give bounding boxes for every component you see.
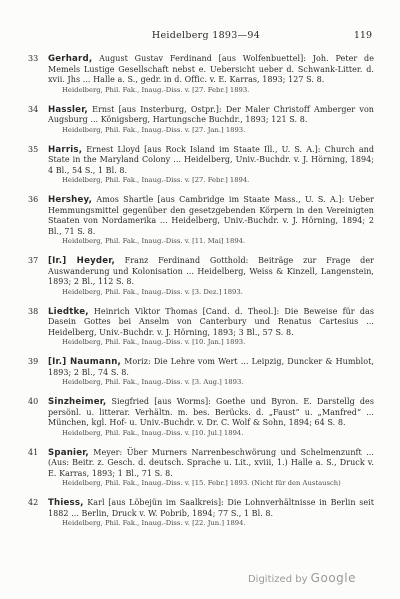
digitized-prefix: Digitized by xyxy=(247,574,308,585)
bibliography-list xyxy=(28,54,374,538)
entry-body: Franz Ferdinand Gotthold: Beiträge zur Frage der Auswanderung und Kolonisation ... Heidelberg, Weiss & Kinzell, Langenstein, 1893; 2 Bl., 112 S. 8. xyxy=(48,256,375,286)
entry-number: 35 xyxy=(28,144,39,154)
entry-note: Heidelberg, Phil. Fak., Inaug.-Diss. v. [10. Jan.] 1893. xyxy=(62,338,246,346)
bibliography-entry xyxy=(28,357,374,387)
entry-note: Heidelberg, Phil. Fak., Inaug.-Diss. v. [11. Mai] 1894. xyxy=(62,237,246,245)
entry-note: Heidelberg, Phil. Fak., Inaug.-Diss. v. [22. Jun.] 1894. xyxy=(62,519,246,527)
digitization-watermark xyxy=(248,571,356,585)
entry-note: Heidelberg, Phil. Fak., Inaug.-Diss. v. [27. Jan.] 1893. xyxy=(62,125,246,134)
bibliography-entry xyxy=(28,195,374,246)
author-name: [Ir.] Naumann, xyxy=(48,357,121,367)
entry-text xyxy=(48,307,374,339)
entry-note: Heidelberg, Phil. Fak., Inaug.-Diss. v. [15. Febr.] 1893. (Nicht für den Austausch) xyxy=(62,479,341,487)
entry-text xyxy=(48,448,374,480)
entry-body: Karl [aus Löbejün im Saalkreis]: Die Lohnverhältnisse in Berlin seit 1882 ... Berlin, Druck v. W. Pobrib, 1894; 77 S., 1 Bl. 8. xyxy=(48,498,375,518)
author-name: Hassler, xyxy=(48,104,88,115)
bibliography-entry xyxy=(28,145,374,186)
entry-body: Ernest Lloyd [aus Rock Island im Staate Ill., U. S. A.]: Church and State in the Maryland Colony ... Heidelberg, Univ.-Buchdr. v. J. Hörning, 1894; 4 Bl., 54 S., 1 Bl. 8. xyxy=(48,144,375,175)
author-name: Sinzheimer, xyxy=(48,397,107,407)
entry-text xyxy=(48,54,374,86)
author-name: Liedtke, xyxy=(48,306,89,317)
google-logo: Google xyxy=(310,571,356,585)
entry-note: Heidelberg, Phil. Fak., Inaug.-Diss. v. [3. Dez.] 1893. xyxy=(62,287,243,296)
entry-number: 40 xyxy=(28,397,39,406)
entry-text xyxy=(48,498,374,519)
author-name: Thiess, xyxy=(48,498,84,508)
entry-text xyxy=(48,357,374,378)
entry-number: 38 xyxy=(28,306,39,316)
entry-note: Heidelberg, Phil. Fak., Inaug.-Diss. v. [27. Febr.] 1894. xyxy=(62,176,250,184)
author-name: Harris, xyxy=(48,144,83,155)
entry-note: Heidelberg, Phil. Fak., Inaug.-Diss. v. [10. Jul.] 1894. xyxy=(62,428,244,437)
entry-text xyxy=(48,145,374,177)
author-name: Spanier, xyxy=(48,447,89,458)
entry-number: 36 xyxy=(28,195,39,204)
entry-text xyxy=(48,195,374,237)
entry-text xyxy=(48,105,374,126)
page-header xyxy=(40,29,372,43)
bibliography-entry xyxy=(28,307,374,348)
running-title: Heidelberg 1893—94 xyxy=(151,30,261,41)
entry-body: Amos Shartle [aus Cambridge im Staate Mass., U. S. A.]: Ueber Hemmungsmittel gegenüber den gesetzgebenden Körpern in den Vereinigten Staaten von Nordamerika ... Heidelberg, Univ.-Buchdr. v. J. Hörning, 1894; 2 Bl., 71 S. 8. xyxy=(48,195,374,236)
bibliography-entry xyxy=(28,105,374,135)
entry-body: Meyer: Über Murners Narrenbeschwörung und Schelmenzunft ... (Aus: Beitr. z. Gesch. d. deutsch. Sprache u. Lit., xviii, 1.) Halle a. S., Druck v. E. Karras, 1893; 1 Bl., 71 S. 8. xyxy=(48,447,374,478)
entry-body: Ernst [aus Insterburg, Ostpr.]: Der Maler Christoff Amberger von Augsburg ... Königsberg, Hartungsche Buchdr., 1893; 121 S. 8. xyxy=(48,104,375,124)
entry-body: Heinrich Viktor Thomas [Cand. d. Theol.]: Die Beweise für das Dasein Gottes bei Anselm von Canterbury und Renatus Cartesius ... Heidelberg, Univ.-Buchdr. v. J. Hörning, 1893; 3 Bl., 57 S. 8. xyxy=(48,306,374,337)
entry-body: Siegfried [aus Worms]: Goethe und Byron. E. Darstellg des persönl. u. litterar. Verhältn. m. bes. Berücks. d. „Faust“ u. „Manfred“ ... München, kgl. Hof- u. Univ.-Buchdr. v. Dr. C. Wolf & Sohn, 1894; 64 S. 8. xyxy=(48,397,374,427)
entry-number: 39 xyxy=(28,357,39,366)
author-name: Hershey, xyxy=(48,195,93,205)
bibliography-entry xyxy=(28,448,374,489)
entry-number: 33 xyxy=(28,54,39,63)
bibliography-entry xyxy=(28,498,374,528)
bibliography-entry xyxy=(28,397,374,438)
entry-text xyxy=(48,397,374,429)
entry-body: August Gustav Ferdinand [aus Wolfenbuettel]: Joh. Peter de Memels Lustige Gesellschaft nebst e. Uebersicht ueber d. Schwank-Litter. d. xvii. Jhs ... Halle a. S., gedr. in d. Offic. v. E. Karras, 1893; 127 S. 8. xyxy=(48,54,374,84)
entry-number: 41 xyxy=(28,447,39,457)
bibliography-entry xyxy=(28,54,374,95)
author-name: Gerhard, xyxy=(48,54,93,64)
page-number: 119 xyxy=(353,30,372,41)
entry-body: Moriz: Die Lehre vom Wert ... Leipzig, Duncker & Humblot, 1893; 2 Bl., 74 S. 8. xyxy=(48,357,374,377)
entry-number: 37 xyxy=(28,256,39,265)
entry-number: 34 xyxy=(28,104,39,114)
entry-text xyxy=(48,256,374,288)
entry-note: Heidelberg, Phil. Fak., Inaug.-Diss. v. [3. Aug.] 1893. xyxy=(62,378,244,386)
author-name: [Ir.] Heyder, xyxy=(48,256,115,266)
entry-number: 42 xyxy=(28,498,39,507)
entry-note: Heidelberg, Phil. Fak., Inaug.-Diss. v. [27. Febr.] 1893. xyxy=(62,85,250,94)
bibliography-entry xyxy=(28,256,374,297)
